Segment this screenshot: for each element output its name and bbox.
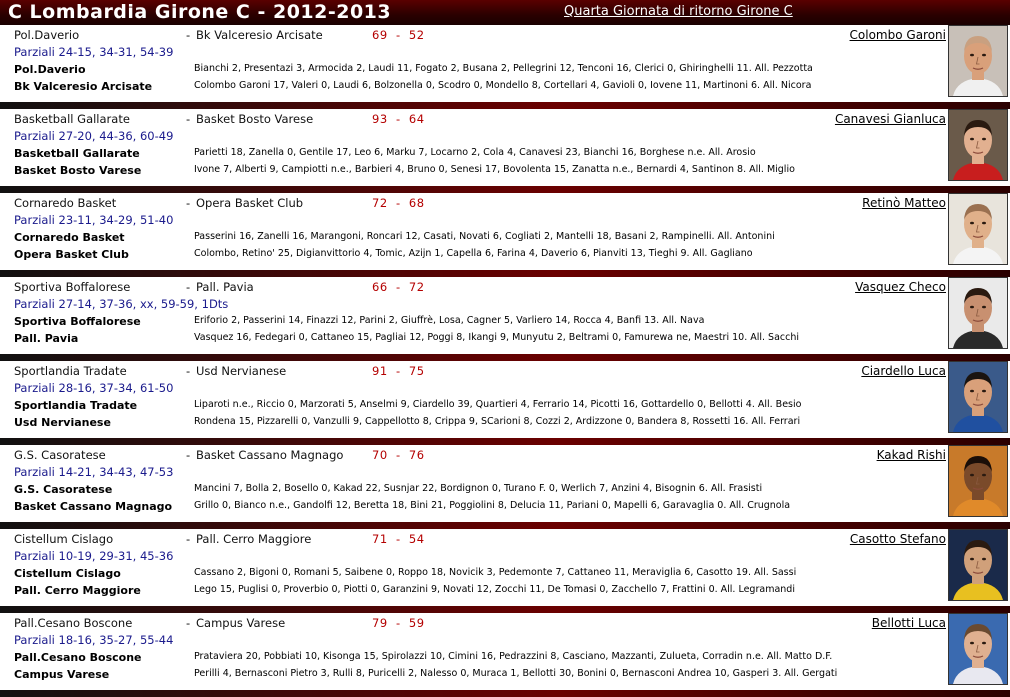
partials: Parziali 23-11, 34-29, 51-40: [14, 213, 174, 227]
team2-players: Lego 15, Puglisi 0, Proverbio 0, Piotti 0, Garanzini 9, Novati 12, Zocchi 11, De Tomasi 0, Zacchello 7, Frattini 0. All. Legramandi: [194, 584, 795, 595]
player-portrait-icon: [949, 530, 1007, 600]
away-team: Basket Cassano Magnago: [196, 448, 344, 462]
player-portrait-icon: [949, 278, 1007, 348]
final-score: 70 - 76: [372, 448, 425, 462]
player-portrait-icon: [949, 362, 1007, 432]
team1-players: Mancini 7, Bolla 2, Bosello 0, Kakad 22, Susnjar 22, Bordignon 0, Turano F. 0, Werlich 7, Anzini 4, Bisognin 6. All. Frasisti: [194, 483, 763, 494]
team1-label: Cornaredo Basket: [14, 231, 125, 244]
partials: Parziali 28-16, 37-34, 61-50: [14, 381, 174, 395]
game-row: [0, 193, 1010, 277]
score-away: 59: [408, 616, 425, 630]
final-score: 69 - 52: [372, 28, 425, 42]
score-away: 72: [408, 280, 425, 294]
final-score: 79 - 59: [372, 616, 425, 630]
player-portrait-icon: [949, 110, 1007, 180]
mvp-link[interactable]: Colombo Garoni: [849, 28, 946, 42]
partials: Parziali 24-15, 34-31, 54-39: [14, 45, 174, 59]
game-row: [0, 361, 1010, 445]
game-row: [0, 25, 1010, 109]
team1-players: Eriforio 2, Passerini 14, Finazzi 12, Parini 2, Giuffrè, Losa, Cagner 5, Varliero 14, Rocca 4, Banfi 13. All. Nava: [194, 315, 705, 326]
matchup: [14, 364, 370, 378]
team2-players: Ivone 7, Alberti 9, Campiotti n.e., Barbieri 4, Bruno 0, Senesi 17, Bovolenta 15, Zanatta n.e., Bernardi 4, Santinon 8. All. Miglio: [194, 164, 795, 175]
round-subtitle-link[interactable]: Quarta Giornata di ritorno Girone C: [564, 4, 793, 19]
partials: Parziali 18-16, 35-27, 55-44: [14, 633, 174, 647]
team2-label: Pall. Cerro Maggiore: [14, 584, 141, 597]
final-score: 72 - 68: [372, 196, 425, 210]
home-team: Sportlandia Tradate: [14, 364, 127, 378]
matchup-separator: -: [186, 28, 191, 42]
team2-label: Basket Bosto Varese: [14, 164, 142, 177]
game-row: [0, 445, 1010, 529]
team2-label: Campus Varese: [14, 668, 110, 681]
matchup: [14, 280, 370, 294]
mvp-photo: [948, 25, 1008, 97]
score-away: 64: [408, 112, 425, 126]
score-home: 70: [372, 448, 388, 462]
away-team: Basket Bosto Varese: [196, 112, 314, 126]
away-team: Usd Nervianese: [196, 364, 287, 378]
team1-label: Pol.Daverio: [14, 63, 86, 76]
player-portrait-icon: [949, 614, 1007, 684]
matchup: [14, 112, 370, 126]
score-away: 54: [408, 532, 425, 546]
mvp-link[interactable]: Retinò Matteo: [862, 196, 946, 210]
team1-label: Basketball Gallarate: [14, 147, 140, 160]
team1-players: Bianchi 2, Presentazi 3, Armocida 2, Laudi 11, Fogato 2, Busana 2, Pellegrini 12, Tenconi 16, Clerici 0, Ghiringhelli 11. All. Pezzotta: [194, 63, 813, 74]
team1-label: Sportiva Boffalorese: [14, 315, 141, 328]
home-team: Cistellum Cislago: [14, 532, 114, 546]
team1-label: Pall.Cesano Boscone: [14, 651, 142, 664]
away-team: Campus Varese: [196, 616, 286, 630]
score-home: 69: [372, 28, 388, 42]
team2-label: Basket Cassano Magnago: [14, 500, 173, 513]
away-team: Pall. Pavia: [196, 280, 254, 294]
mvp-photo: [948, 613, 1008, 685]
score-away: 75: [408, 364, 425, 378]
mvp-link[interactable]: Vasquez Checo: [855, 280, 946, 294]
team1-players: Prataviera 20, Pobbiati 10, Kisonga 15, Spirolazzi 10, Cimini 16, Pedrazzini 8, Casciano, Mazzanti, Zulueta, Corradin n.e. All. Matto D.F.: [194, 651, 833, 662]
team2-players: Vasquez 16, Fedegari 0, Cattaneo 15, Pagliai 12, Poggi 8, Ikangi 9, Munyutu 2, Beltrami 0, Famurewa ne, Maestri 10. All. Sacchi: [194, 332, 800, 343]
matchup-separator: -: [186, 448, 191, 462]
home-team: Sportiva Boffalorese: [14, 280, 131, 294]
score-away: 52: [408, 28, 425, 42]
matchup: [14, 532, 370, 546]
team2-label: Opera Basket Club: [14, 248, 129, 261]
mvp-photo: [948, 445, 1008, 517]
matchup-separator: -: [186, 196, 191, 210]
score-home: 66: [372, 280, 388, 294]
team1-players: Passerini 16, Zanelli 16, Marangoni, Roncari 12, Casati, Novati 6, Cogliati 2, Mantelli 18, Basani 2, Rampinelli. All. Antonini: [194, 231, 775, 242]
away-team: Bk Valceresio Arcisate: [196, 28, 323, 42]
mvp-photo: [948, 109, 1008, 181]
player-portrait-icon: [949, 446, 1007, 516]
player-portrait-icon: [949, 26, 1007, 96]
game-row: [0, 529, 1010, 613]
team2-label: Bk Valceresio Arcisate: [14, 80, 153, 93]
score-away: 76: [408, 448, 425, 462]
player-portrait-icon: [949, 194, 1007, 264]
matchup-separator: -: [186, 364, 191, 378]
mvp-photo: [948, 361, 1008, 433]
team1-label: Sportlandia Tradate: [14, 399, 138, 412]
partials: Parziali 27-20, 44-36, 60-49: [14, 129, 174, 143]
team2-players: Rondena 15, Pizzarelli 0, Vanzulli 9, Cappellotto 8, Crippa 9, SCarioni 8, Cozzi 2, Ardizzone 0, Bandera 8, Rossetti 16. All. Ferrari: [194, 416, 801, 427]
team2-players: Colombo Garoni 17, Valeri 0, Laudi 6, Bolzonella 0, Scodro 0, Mondello 8, Cortellari 4, Gavioli 0, Iovene 11, Martinoni 6. All. Nicora: [194, 80, 812, 91]
team1-label: Cistellum Cislago: [14, 567, 121, 580]
game-row: [0, 277, 1010, 361]
score-home: 72: [372, 196, 388, 210]
games-list: [0, 25, 1010, 697]
game-row: [0, 109, 1010, 193]
matchup-separator: -: [186, 112, 191, 126]
away-team: Pall. Cerro Maggiore: [196, 532, 312, 546]
score-home: 71: [372, 532, 388, 546]
home-team: Cornaredo Basket: [14, 196, 117, 210]
mvp-link[interactable]: Casotto Stefano: [849, 532, 946, 546]
home-team: G.S. Casoratese: [14, 448, 106, 462]
mvp-link[interactable]: Kakad Rishi: [876, 448, 946, 462]
score-home: 93: [372, 112, 388, 126]
mvp-photo: [948, 529, 1008, 601]
final-score: 66 - 72: [372, 280, 425, 294]
mvp-photo: [948, 193, 1008, 265]
home-team: Basketball Gallarate: [14, 112, 130, 126]
partials: Parziali 27-14, 37-36, xx, 59-59, 1Dts: [14, 297, 229, 311]
mvp-link[interactable]: Ciardello Luca: [861, 364, 946, 378]
matchup: [14, 28, 370, 42]
team1-players: Cassano 2, Bigoni 0, Romani 5, Saibene 0, Roppo 18, Novicik 3, Pedemonte 7, Cattaneo 11, Meraviglia 6, Casotto 19. All. Sassi: [194, 567, 797, 578]
game-row: [0, 613, 1010, 697]
mvp-link[interactable]: Bellotti Luca: [871, 616, 946, 630]
mvp-link[interactable]: Canavesi Gianluca: [834, 112, 946, 126]
team2-label: Pall. Pavia: [14, 332, 79, 345]
matchup-separator: -: [186, 532, 191, 546]
matchup: [14, 616, 370, 630]
matchup-separator: -: [186, 616, 191, 630]
home-team: Pol.Daverio: [14, 28, 80, 42]
team2-players: Perilli 4, Bernasconi Pietro 3, Rulli 8, Puricelli 2, Nalesso 0, Muraca 1, Bellotti 30, Bonini 0, Bernasconi Andrea 10, Gasperi 3. All. Gergati: [194, 668, 838, 679]
away-team: Opera Basket Club: [196, 196, 304, 210]
page-title: C Lombardia Girone C - 2012-2013: [8, 1, 392, 23]
team2-players: Colombo, Retino' 25, Digianvittorio 4, Tomic, Azijn 1, Capella 6, Farina 4, Daverio 6, Pianviti 13, Tieghi 9. All. Gagliano: [194, 248, 753, 259]
partials: Parziali 10-19, 29-31, 45-36: [14, 549, 174, 563]
mvp-photo: [948, 277, 1008, 349]
score-away: 68: [408, 196, 425, 210]
final-score: 91 - 75: [372, 364, 425, 378]
final-score: 71 - 54: [372, 532, 425, 546]
partials: Parziali 14-21, 34-43, 47-53: [14, 465, 174, 479]
matchup: [14, 448, 370, 462]
final-score: 93 - 64: [372, 112, 425, 126]
team1-players: Liparoti n.e., Riccio 0, Marzorati 5, Anselmi 9, Ciardello 39, Quartieri 4, Ferrario 14, Picotti 16, Gottardello 0, Bellotti 4. All. Besio: [194, 399, 802, 410]
home-team: Pall.Cesano Boscone: [14, 616, 133, 630]
team2-players: Grillo 0, Bianco n.e., Gandolfi 12, Beretta 18, Bini 21, Poggiolini 8, Delucia 11, Pariani 0, Mapelli 6, Garavaglia 0. All. Crugnola: [194, 500, 791, 511]
team1-label: G.S. Casoratese: [14, 483, 113, 496]
matchup-separator: -: [186, 280, 191, 294]
team2-label: Usd Nervianese: [14, 416, 111, 429]
score-home: 79: [372, 616, 388, 630]
matchup: [14, 196, 370, 210]
page-header: [0, 0, 1010, 25]
team1-players: Parietti 18, Zanella 0, Gentile 17, Leo 6, Marku 7, Locarno 2, Cola 4, Canavesi 23, Bianchi 16, Borghese n.e. All. Arosio: [194, 147, 756, 158]
score-home: 91: [372, 364, 388, 378]
